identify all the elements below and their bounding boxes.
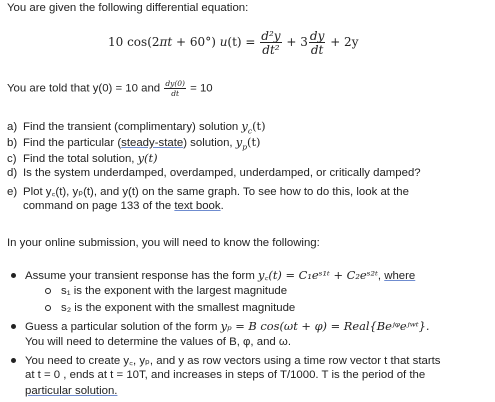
sub-bullet-s2	[45, 302, 295, 314]
task-text: .	[220, 200, 224, 212]
eq-u: u	[219, 35, 228, 50]
task-letter: b)	[7, 137, 18, 149]
bullet-text: Guess a particular solution of the form	[25, 321, 221, 333]
task-math-sub: c	[247, 126, 253, 136]
text-book-link[interactable]: text book	[174, 200, 221, 212]
task-c	[7, 151, 158, 165]
particular-solution-link[interactable]: particular solution.	[25, 385, 118, 397]
initial-conditions	[7, 80, 213, 97]
task-math-tail: (t)	[247, 135, 261, 149]
eq-frac-second-derivative	[260, 30, 281, 56]
task-text-post: ) solution,	[183, 137, 236, 149]
task-d	[7, 167, 421, 179]
task-text: Plot y꜀(t), yₚ(t), and y(t) on the same graph. To see how to do this, look at the	[23, 186, 409, 198]
task-letter: d)	[7, 167, 18, 179]
initial-prefix: You are told that y(0) = 10 and	[7, 82, 164, 95]
eq-equals: =	[241, 35, 260, 50]
task-text: Is the system underdamped, overdamped, underdamped, or critically damped?	[23, 167, 421, 179]
eq-plus3: + 3	[282, 35, 308, 50]
bullet-text: You need to create y꜀, yₚ, and y as row vectors using a time row vector t that starts	[25, 355, 441, 367]
differential-equation	[108, 30, 358, 56]
initial-fraction	[164, 80, 186, 97]
eq-ut: (t)	[227, 35, 242, 50]
eq-frac2-num: dy	[309, 29, 325, 43]
eq-plus2y: + 2y	[326, 35, 359, 50]
initial-frac-den: dt	[164, 88, 186, 98]
where-link[interactable]: where	[384, 270, 416, 282]
initial-suffix: = 10	[186, 82, 213, 95]
eq-frac-first-derivative	[309, 30, 325, 56]
bullet-text: Assume your transient response has the form	[25, 270, 258, 282]
eq-frac2-den: dt	[310, 43, 324, 57]
task-letter: e)	[7, 186, 18, 198]
sub-bullet-circle	[45, 288, 51, 294]
task-text: Find the particular (	[23, 137, 122, 149]
online-heading: In your online submission, you will need to know the following:	[7, 237, 320, 249]
bullet-3-line2: at t = 0 , ends at t = 10T, and increases in steps of T/1000. T is the period of the	[25, 369, 426, 381]
bullet-1	[11, 268, 415, 283]
task-math-tail: (t)	[252, 119, 266, 133]
eq-coef: 10 cos(2	[108, 35, 160, 50]
bullet-dot	[11, 324, 16, 329]
task-a	[7, 119, 266, 136]
task-math: y	[235, 135, 243, 149]
task-math-sub: p	[242, 142, 248, 152]
bullet-math: yₚ = B cos(ωt + φ) = Real{Beʲᵠeʲʷᵗ}.	[220, 319, 430, 333]
sub-bullet-s1	[45, 285, 287, 297]
task-letter: c)	[7, 153, 17, 165]
task-e	[7, 184, 409, 199]
bullet-dot	[11, 358, 16, 363]
bullet-3	[11, 353, 441, 368]
task-text: Find the transient (complimentary) solution	[23, 121, 242, 133]
bullet-dot	[11, 273, 16, 278]
eq-frac1-num: d²y	[261, 29, 281, 43]
intro-text: You are given the following differential equation:	[7, 2, 249, 14]
task-text: command on page 133 of the	[23, 200, 175, 212]
task-e-line2	[23, 200, 224, 212]
eq-pi-t: πt	[159, 35, 173, 50]
eq-frac1-den: dt²	[262, 43, 280, 57]
bullet-math: y꜀(t) = C₁eˢ¹ᵗ + C₂eˢ²ᵗ	[258, 268, 378, 282]
sub-bullet-text: s₁ is the exponent with the largest magnitude	[61, 285, 288, 297]
bullet-2-line2: You will need to determine the values of B, φ, and ω.	[25, 336, 291, 348]
sub-bullet-circle	[45, 305, 51, 311]
task-math: y	[241, 119, 248, 133]
bullet-2	[11, 319, 430, 333]
task-letter: a)	[7, 121, 18, 133]
bullet-text: ,	[377, 270, 385, 282]
sub-bullet-text: s₂ is the exponent with the smallest magnitude	[61, 302, 296, 314]
initial-frac-num: dy(0)	[165, 79, 185, 88]
steady-state-link[interactable]: steady-state	[121, 137, 184, 149]
task-text: Find the total solution,	[23, 153, 138, 165]
eq-phase: + 60°)	[172, 35, 220, 50]
task-math: y(t)	[137, 151, 158, 165]
task-b	[7, 135, 261, 152]
